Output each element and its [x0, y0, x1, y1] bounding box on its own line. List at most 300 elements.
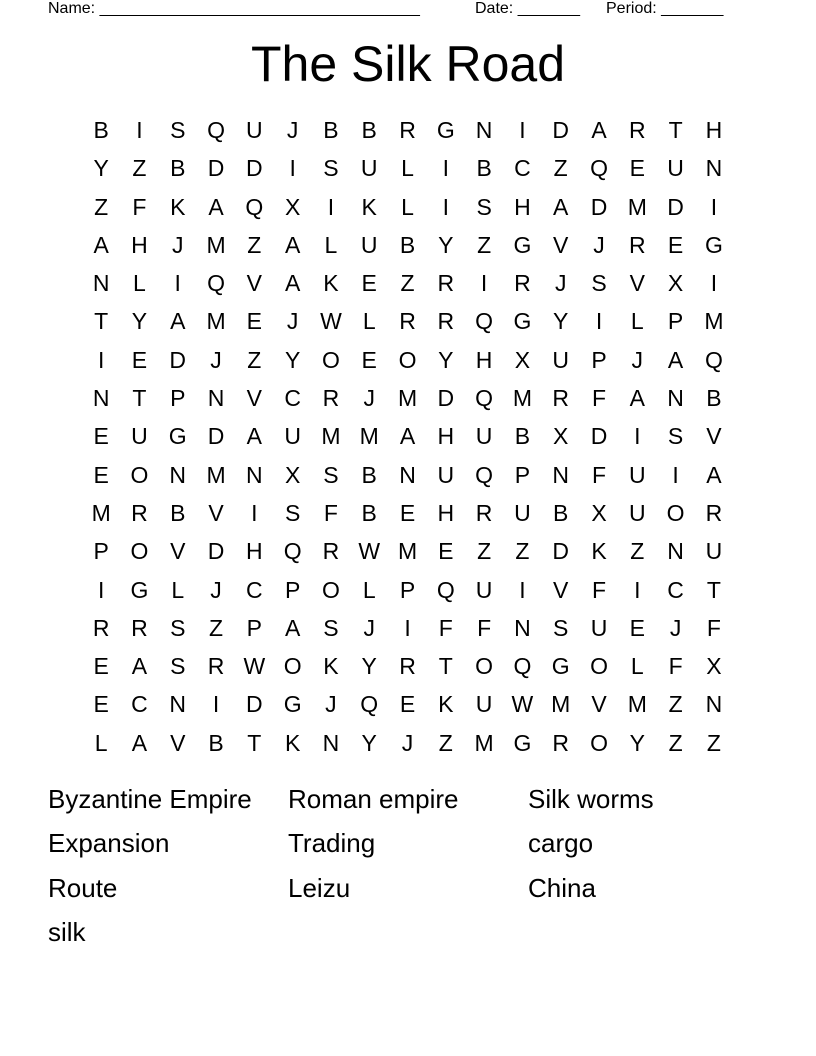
grid-letter: V	[208, 499, 224, 526]
word-bank-item: Roman empire	[288, 784, 459, 814]
grid-letter: U	[475, 691, 493, 718]
grid-letter: O	[590, 729, 608, 756]
grid-letter: A	[629, 385, 645, 412]
grid-letter: K	[361, 193, 377, 220]
grid-letter: J	[401, 729, 414, 756]
grid-row	[82, 226, 733, 264]
grid-letter: I	[97, 346, 105, 373]
grid-letter: O	[590, 653, 608, 680]
grid-letter: Z	[438, 729, 453, 756]
grid-row	[82, 264, 733, 302]
grid-letter: I	[289, 155, 296, 182]
grid-letter: N	[705, 691, 723, 718]
grid-letter: G	[168, 423, 187, 450]
grid-letter: K	[591, 538, 607, 565]
grid-letter: E	[399, 499, 416, 526]
grid-letter: O	[475, 653, 494, 680]
grid-row	[82, 532, 733, 570]
grid-letter: N	[169, 461, 187, 488]
grid-letter: P	[284, 576, 301, 603]
grid-letter: Z	[247, 231, 262, 258]
grid-letter: A	[131, 729, 148, 756]
grid-letter: N	[705, 155, 723, 182]
grid-letter: L	[94, 729, 108, 756]
grid-letter: N	[322, 729, 340, 756]
grid-letter: R	[399, 653, 416, 680]
grid-letter: D	[207, 423, 225, 450]
grid-letter: Z	[668, 729, 683, 756]
grid-letter: Z	[132, 155, 147, 182]
grid-letter: V	[246, 385, 262, 412]
grid-letter: M	[321, 423, 341, 450]
grid-letter: A	[284, 231, 301, 258]
grid-row	[82, 149, 733, 187]
grid-letter: S	[323, 614, 339, 641]
grid-letter: R	[628, 117, 646, 143]
grid-row	[82, 417, 733, 455]
grid-letter: W	[511, 691, 534, 718]
grid-letter: Y	[438, 231, 454, 258]
grid-letter: I	[519, 576, 526, 603]
grid-letter: A	[553, 193, 569, 220]
grid-letter: M	[551, 691, 571, 718]
grid-letter: I	[212, 691, 220, 718]
grid-row	[82, 188, 733, 226]
grid-letter: E	[399, 691, 416, 718]
grid-letter: R	[705, 499, 723, 526]
grid-letter: Y	[361, 653, 377, 680]
grid-letter: F	[591, 576, 607, 603]
grid-letter: L	[630, 308, 644, 335]
grid-letter: D	[552, 538, 570, 565]
grid-letter: M	[397, 385, 418, 412]
word-search-grid	[82, 111, 733, 762]
grid-letter: S	[170, 614, 186, 641]
grid-letter: K	[170, 193, 186, 220]
grid-letter: H	[246, 538, 263, 565]
grid-letter: Y	[93, 155, 109, 182]
word-bank-item: Expansion	[48, 828, 170, 859]
grid-letter: G	[551, 653, 570, 680]
grid-letter: G	[436, 117, 455, 143]
grid-letter: M	[206, 308, 226, 335]
grid-letter: N	[169, 691, 187, 718]
grid-letter: E	[93, 691, 109, 718]
grid-letter: I	[710, 193, 718, 220]
grid-letter: J	[363, 614, 375, 641]
grid-letter: F	[591, 385, 607, 412]
grid-letter: I	[327, 193, 335, 220]
grid-letter: E	[93, 423, 109, 450]
grid-letter: K	[323, 270, 339, 297]
grid-letter: D	[246, 155, 263, 182]
grid-letter: Z	[477, 231, 492, 258]
grid-letter: Q	[475, 385, 494, 412]
word-bank-item: silk	[48, 916, 86, 947]
grid-letter: I	[634, 423, 641, 450]
grid-letter: D	[667, 193, 684, 220]
grid-letter: X	[553, 423, 569, 450]
grid-letter: U	[131, 423, 148, 450]
grid-letter: D	[169, 346, 187, 373]
grid-letter: K	[438, 691, 454, 718]
grid-letter: A	[591, 117, 607, 143]
grid-letter: A	[170, 308, 186, 335]
grid-letter: V	[170, 729, 186, 756]
grid-letter: N	[92, 270, 110, 297]
grid-letter: A	[399, 423, 416, 450]
grid-letter: Q	[283, 538, 302, 565]
grid-letter: R	[131, 499, 148, 526]
grid-letter: D	[246, 691, 263, 718]
grid-letter: X	[706, 653, 722, 680]
grid-letter: G	[283, 691, 302, 718]
grid-letter: C	[246, 576, 263, 603]
grid-letter: R	[514, 270, 531, 297]
grid-letter: R	[399, 308, 416, 335]
grid-letter: L	[630, 653, 644, 680]
word-bank-item: Trading	[288, 828, 376, 859]
grid-letter: Z	[630, 538, 645, 565]
grid-letter: P	[399, 576, 416, 603]
grid-letter: J	[286, 308, 299, 335]
grid-letter: N	[207, 385, 225, 412]
grid-row	[82, 724, 733, 762]
grid-letter: Q	[475, 461, 494, 488]
grid-letter: O	[321, 576, 340, 603]
grid-letter: B	[514, 423, 531, 450]
grid-letter: B	[93, 117, 109, 143]
grid-letter: N	[92, 385, 110, 412]
word-bank-item: cargo	[528, 828, 594, 859]
grid-letter: M	[474, 729, 494, 756]
grid-letter: G	[513, 231, 532, 258]
grid-letter: H	[131, 231, 148, 258]
word-bank-item: Silk worms	[528, 784, 654, 814]
grid-letter: A	[208, 193, 224, 220]
grid-letter: F	[591, 461, 607, 488]
grid-letter: P	[170, 385, 186, 412]
grid-letter: Q	[245, 193, 264, 220]
grid-letter: W	[243, 653, 266, 680]
grid-letter: E	[93, 653, 109, 680]
grid-letter: B	[553, 499, 569, 526]
grid-letter: I	[672, 461, 679, 488]
grid-letter: U	[628, 499, 646, 526]
grid-letter: H	[475, 346, 493, 373]
grid-letter: Q	[704, 346, 723, 373]
grid-letter: H	[437, 423, 455, 450]
grid-letter: P	[667, 308, 684, 335]
grid-letter: S	[667, 423, 684, 450]
grid-letter: Q	[590, 155, 608, 182]
grid-letter: T	[668, 117, 683, 143]
grid-letter: M	[206, 461, 226, 488]
grid-letter: J	[171, 231, 184, 258]
word-bank-item: Byzantine Empire	[48, 784, 252, 814]
grid-letter: R	[131, 614, 148, 641]
grid-letter: Z	[209, 614, 224, 641]
grid-letter: Z	[400, 270, 415, 297]
grid-letter: K	[323, 653, 339, 680]
grid-letter: Y	[438, 346, 454, 373]
grid-letter: A	[284, 614, 301, 641]
word-bank-item: Route	[48, 872, 118, 903]
grid-letter: O	[283, 653, 302, 680]
grid-letter: M	[91, 499, 111, 526]
grid-letter: Q	[475, 308, 494, 335]
grid-letter: E	[361, 270, 377, 297]
grid-letter: B	[399, 231, 416, 258]
grid-row	[82, 494, 733, 532]
grid-row	[82, 302, 733, 340]
grid-letter: D	[207, 155, 225, 182]
grid-row	[82, 341, 733, 379]
grid-letter: A	[667, 346, 684, 373]
period-field-label: Period: _______	[606, 0, 724, 17]
grid-letter: U	[246, 117, 263, 143]
grid-letter: V	[591, 691, 607, 718]
grid-letter: Q	[207, 270, 225, 297]
grid-letter: C	[514, 155, 531, 182]
grid-letter: J	[593, 231, 605, 258]
grid-letter: U	[360, 155, 378, 182]
grid-letter: D	[552, 117, 570, 143]
grid-letter: E	[131, 346, 148, 373]
grid-letter: Y	[629, 729, 645, 756]
grid-letter: K	[284, 729, 301, 756]
grid-letter: E	[629, 155, 645, 182]
grid-letter: I	[595, 308, 603, 335]
grid-letter: F	[438, 614, 453, 641]
grid-letter: I	[519, 117, 526, 143]
grid-letter: G	[704, 231, 723, 258]
worksheet-header	[48, 0, 748, 20]
grid-letter: H	[437, 499, 455, 526]
grid-letter: R	[475, 499, 493, 526]
grid-letter: F	[668, 653, 683, 680]
grid-letter: B	[361, 461, 377, 488]
grid-letter: I	[442, 155, 450, 182]
grid-letter: D	[207, 538, 225, 565]
grid-row	[82, 456, 733, 494]
grid-letter: R	[628, 231, 646, 258]
grid-letter: L	[133, 270, 146, 297]
grid-letter: S	[284, 499, 301, 526]
grid-letter: Q	[360, 691, 379, 718]
word-bank	[48, 777, 768, 954]
grid-letter: R	[92, 614, 110, 641]
grid-letter: Y	[131, 308, 148, 335]
grid-letter: U	[360, 231, 378, 258]
grid-letter: P	[246, 614, 262, 641]
grid-letter: B	[323, 117, 339, 143]
grid-letter: U	[475, 423, 493, 450]
grid-letter: R	[322, 385, 340, 412]
grid-letter: Z	[668, 691, 683, 718]
grid-letter: X	[284, 193, 301, 220]
grid-letter: V	[170, 538, 186, 565]
grid-letter: F	[323, 499, 338, 526]
grid-letter: U	[552, 346, 570, 373]
grid-letter: S	[591, 270, 607, 297]
grid-row	[82, 685, 733, 723]
grid-letter: C	[284, 385, 301, 412]
grid-letter: M	[359, 423, 379, 450]
grid-letter: U	[514, 499, 531, 526]
grid-letter: B	[170, 499, 186, 526]
grid-letter: A	[284, 270, 301, 297]
grid-letter: U	[475, 576, 493, 603]
grid-letter: J	[554, 270, 567, 297]
grid-letter: M	[704, 308, 724, 335]
grid-letter: U	[590, 614, 608, 641]
grid-row	[82, 111, 733, 149]
grid-letter: G	[513, 308, 532, 335]
date-field-label: Date: _______	[475, 0, 580, 17]
grid-letter: S	[553, 614, 569, 641]
grid-letter: M	[512, 385, 532, 412]
grid-letter: V	[553, 231, 569, 258]
grid-letter: X	[591, 499, 607, 526]
grid-letter: F	[477, 614, 492, 641]
grid-letter: B	[170, 155, 186, 182]
grid-letter: U	[437, 461, 455, 488]
grid-letter: Y	[553, 308, 569, 335]
grid-letter: S	[323, 461, 339, 488]
grid-letter: Y	[361, 729, 377, 756]
grid-letter: J	[210, 576, 222, 603]
grid-letter: W	[358, 538, 381, 565]
grid-letter: R	[437, 270, 455, 297]
grid-letter: J	[210, 346, 222, 373]
grid-letter: J	[363, 385, 375, 412]
grid-letter: R	[437, 308, 455, 335]
grid-letter: T	[247, 729, 262, 756]
grid-letter: N	[514, 614, 531, 641]
grid-letter: Q	[513, 653, 532, 680]
grid-letter: P	[514, 461, 531, 488]
grid-letter: I	[136, 117, 143, 143]
grid-letter: X	[514, 346, 531, 373]
grid-letter: U	[628, 461, 646, 488]
grid-letter: R	[552, 385, 570, 412]
grid-row	[82, 647, 733, 685]
grid-letter: Q	[207, 117, 225, 143]
grid-letter: N	[552, 461, 570, 488]
grid-letter: S	[170, 653, 186, 680]
grid-letter: E	[629, 614, 645, 641]
grid-letter: D	[590, 423, 608, 450]
grid-letter: B	[361, 499, 377, 526]
grid-letter: N	[246, 461, 263, 488]
grid-letter: R	[322, 538, 340, 565]
grid-letter: I	[480, 270, 488, 297]
grid-letter: Z	[515, 538, 530, 565]
grid-letter: P	[591, 346, 607, 373]
grid-letter: U	[705, 538, 723, 565]
grid-letter: T	[438, 653, 453, 680]
grid-letter: O	[666, 499, 685, 526]
grid-letter: D	[590, 193, 608, 220]
grid-letter: V	[246, 270, 262, 297]
grid-letter: E	[361, 346, 377, 373]
grid-letter: B	[476, 155, 492, 182]
grid-letter: V	[629, 270, 645, 297]
word-bank-item: China	[528, 872, 596, 903]
grid-letter: H	[514, 193, 531, 220]
grid-letter: M	[206, 231, 226, 258]
grid-letter: B	[361, 117, 377, 143]
grid-letter: L	[324, 231, 338, 258]
grid-letter: O	[321, 346, 340, 373]
grid-letter: U	[667, 155, 684, 182]
grid-letter: I	[404, 614, 411, 641]
grid-letter: I	[442, 193, 450, 220]
grid-letter: U	[284, 423, 301, 450]
grid-letter: A	[131, 653, 148, 680]
grid-letter: O	[398, 346, 417, 373]
grid-letter: N	[475, 117, 493, 143]
word-bank-item: Leizu	[288, 872, 351, 903]
grid-letter: A	[246, 423, 262, 450]
grid-letter: J	[669, 614, 682, 641]
name-field-label: Name: ____________________________________	[48, 0, 420, 17]
grid-letter: V	[553, 576, 569, 603]
grid-letter: F	[706, 614, 721, 641]
grid-letter: E	[438, 538, 454, 565]
page-title: The Silk Road	[250, 36, 566, 92]
grid-letter: B	[208, 729, 224, 756]
grid-letter: X	[667, 270, 684, 297]
grid-letter: L	[362, 308, 376, 335]
grid-row	[82, 379, 733, 417]
grid-letter: F	[132, 193, 147, 220]
grid-row	[82, 609, 733, 647]
grid-letter: Z	[477, 538, 492, 565]
grid-letter: J	[325, 691, 337, 718]
grid-letter: O	[130, 461, 149, 488]
grid-letter: L	[362, 576, 376, 603]
grid-letter: L	[171, 576, 185, 603]
grid-letter: Z	[94, 193, 109, 220]
grid-letter: T	[94, 308, 109, 335]
grid-letter: I	[251, 499, 258, 526]
grid-letter: Z	[247, 346, 262, 373]
grid-letter: T	[132, 385, 147, 412]
grid-letter: S	[476, 193, 492, 220]
grid-letter: W	[320, 308, 342, 335]
grid-letter: B	[706, 385, 722, 412]
grid-letter: Z	[706, 729, 721, 756]
grid-letter: I	[174, 270, 181, 297]
grid-letter: M	[397, 538, 418, 565]
grid-letter: A	[93, 231, 109, 258]
grid-letter: P	[93, 538, 109, 565]
grid-letter: R	[399, 117, 416, 143]
grid-letter: X	[284, 461, 301, 488]
grid-letter: C	[667, 576, 684, 603]
grid-letter: N	[667, 538, 684, 565]
grid-letter: D	[437, 385, 455, 412]
grid-letter: M	[627, 193, 647, 220]
grid-letter: Q	[436, 576, 455, 603]
grid-letter: O	[130, 538, 149, 565]
grid-letter: T	[706, 576, 721, 603]
grid-letter: J	[631, 346, 644, 373]
grid-letter: J	[286, 117, 299, 143]
grid-letter: V	[706, 423, 722, 450]
